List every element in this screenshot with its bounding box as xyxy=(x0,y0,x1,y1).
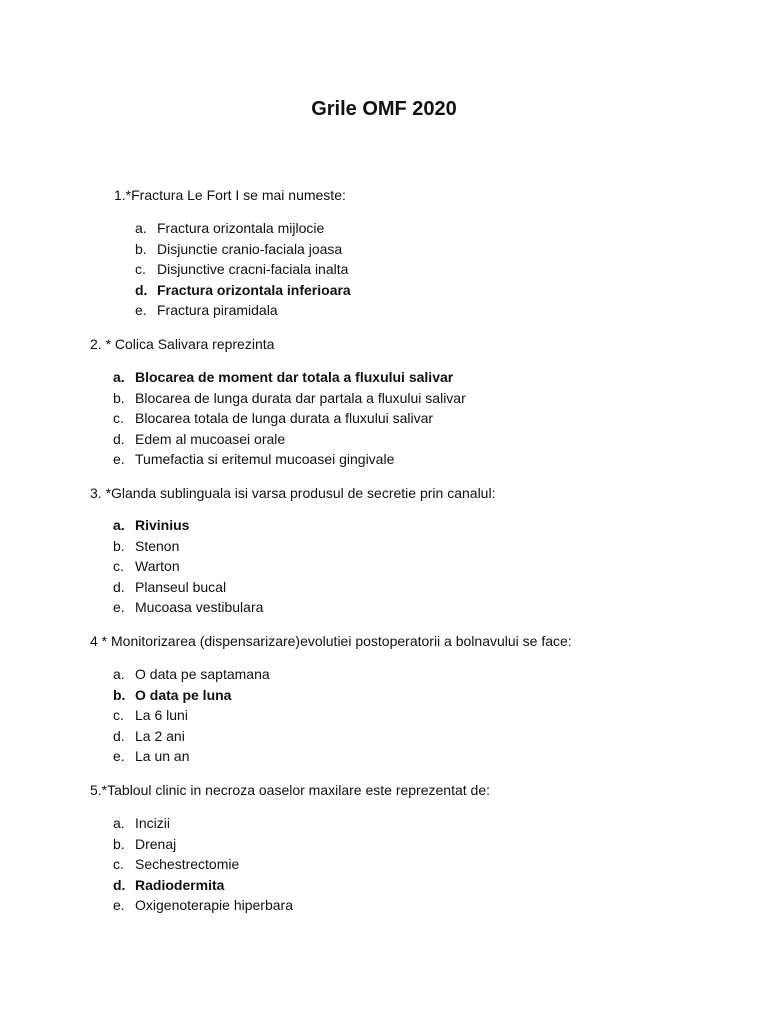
option-text: O data pe luna xyxy=(135,686,232,703)
option-text: La un an xyxy=(135,748,190,765)
option-letter: a. xyxy=(113,666,125,682)
question-1-option-e xyxy=(135,300,351,321)
question-5-option-a xyxy=(113,813,293,834)
option-letter: a. xyxy=(113,517,125,533)
option-letter: a. xyxy=(113,815,125,831)
option-text: La 6 luni xyxy=(135,707,188,724)
option-text: Disjunctive cracni-faciala inalta xyxy=(157,261,349,278)
question-2-option-d xyxy=(113,429,466,450)
question-1-option-b xyxy=(135,239,351,260)
option-letter: a. xyxy=(135,220,147,236)
question-4: 4 * Monitorizarea (dispensarizare)evolutiei postoperatorii a bolnavului se face: xyxy=(90,633,572,649)
question-4-options xyxy=(113,664,270,767)
question-2-option-c xyxy=(113,408,466,429)
option-text: Rivinius xyxy=(135,517,190,533)
question-4-option-a xyxy=(113,664,270,685)
option-text: Blocarea de lunga durata dar partala a fluxului salivar xyxy=(135,389,466,406)
option-text: O data pe saptamana xyxy=(135,666,270,682)
option-text: Warton xyxy=(135,558,180,575)
option-letter: b. xyxy=(113,835,125,852)
question-1-option-d xyxy=(135,280,351,301)
option-letter: b. xyxy=(113,686,126,703)
option-text: Drenaj xyxy=(135,835,177,852)
question-1-option-a xyxy=(135,218,351,239)
question-5-option-c xyxy=(113,854,293,875)
question-4-option-b xyxy=(113,685,270,706)
option-text: Sechestrectomie xyxy=(135,856,240,873)
question-2: 2. * Colica Salivara reprezinta xyxy=(90,336,275,352)
option-text: Fractura piramidala xyxy=(157,302,278,319)
question-3-option-b xyxy=(113,536,263,557)
question-4-option-c xyxy=(113,705,270,726)
question-3-option-a xyxy=(113,515,263,536)
question-3-option-e xyxy=(113,597,263,618)
question-3-options xyxy=(113,515,263,618)
option-letter: e. xyxy=(113,748,125,765)
option-text: Planseul bucal xyxy=(135,578,227,595)
question-2-options xyxy=(113,367,466,470)
option-letter: c. xyxy=(113,410,124,427)
option-text: La 2 ani xyxy=(135,727,185,744)
question-5-options xyxy=(113,813,293,916)
option-letter: e. xyxy=(113,599,125,616)
question-2-option-b xyxy=(113,388,466,409)
option-text: Tumefactia si eritemul mucoasei gingivale xyxy=(135,451,395,468)
question-5-option-b xyxy=(113,834,293,855)
question-2-option-e xyxy=(113,449,466,470)
option-text: Oxigenoterapie hiperbara xyxy=(135,897,293,914)
question-5-option-e xyxy=(113,895,293,916)
option-text: Incizii xyxy=(135,815,171,831)
option-text: Blocarea de moment dar totala a fluxului salivar xyxy=(135,369,454,385)
option-text: Fractura orizontala inferioara xyxy=(157,281,351,298)
option-letter: b. xyxy=(135,240,147,257)
question-5-option-d xyxy=(113,875,293,896)
question-5: 5.*Tabloul clinic in necroza oaselor maxilare este reprezentat de: xyxy=(90,782,490,798)
option-letter: c. xyxy=(113,707,124,724)
question-1-options xyxy=(135,218,351,321)
option-letter: d. xyxy=(113,430,125,447)
option-letter: c. xyxy=(135,261,146,278)
question-1: 1.*Fractura Le Fort I se mai numeste: xyxy=(114,187,346,203)
option-letter: d. xyxy=(113,578,125,595)
question-3-option-c xyxy=(113,556,263,577)
question-3: 3. *Glanda sublinguala isi varsa produsul de secretie prin canalul: xyxy=(90,485,496,501)
option-letter: e. xyxy=(135,302,147,319)
option-letter: d. xyxy=(113,727,125,744)
page-title: Grile OMF 2020 xyxy=(311,98,457,120)
option-letter: b. xyxy=(113,537,125,554)
option-letter: d. xyxy=(135,281,148,298)
option-letter: a. xyxy=(113,369,125,385)
question-4-option-e xyxy=(113,746,270,767)
option-text: Stenon xyxy=(135,537,180,554)
option-text: Mucoasa vestibulara xyxy=(135,599,264,616)
option-letter: e. xyxy=(113,897,125,914)
question-2-option-a xyxy=(113,367,466,388)
question-4-option-d xyxy=(113,726,270,747)
option-text: Disjunctie cranio-faciala joasa xyxy=(157,240,343,257)
option-text: Fractura orizontala mijlocie xyxy=(157,220,325,236)
question-3-option-d xyxy=(113,577,263,598)
option-text: Radiodermita xyxy=(135,876,225,893)
option-letter: e. xyxy=(113,451,125,468)
option-text: Edem al mucoasei orale xyxy=(135,430,286,447)
option-text: Blocarea totala de lunga durata a fluxului salivar xyxy=(135,410,434,427)
option-letter: d. xyxy=(113,876,126,893)
option-letter: c. xyxy=(113,856,124,873)
option-letter: c. xyxy=(113,558,124,575)
question-1-option-c xyxy=(135,259,351,280)
option-letter: b. xyxy=(113,389,125,406)
